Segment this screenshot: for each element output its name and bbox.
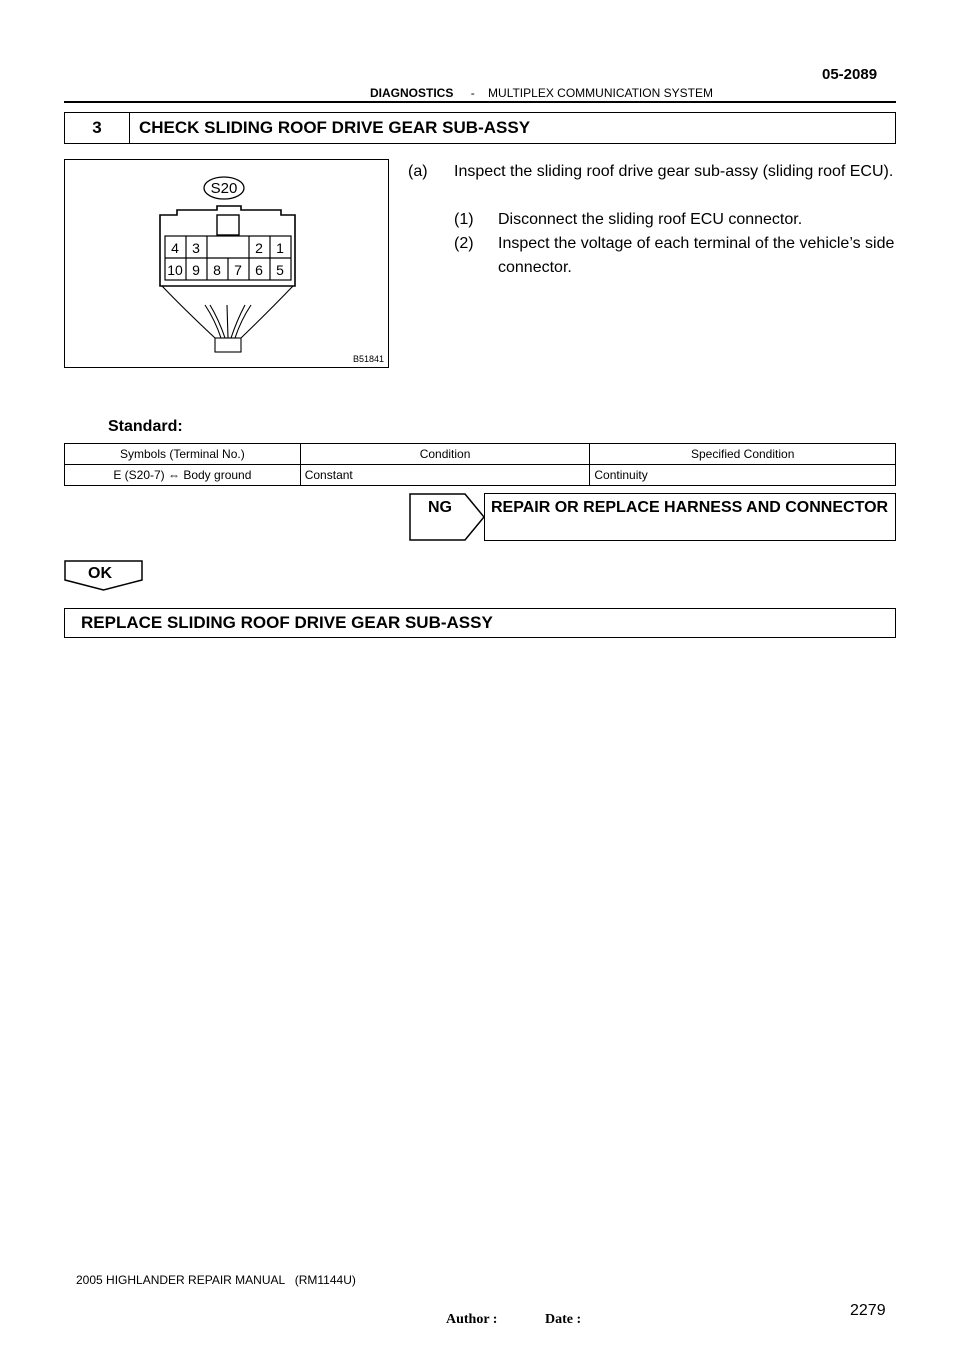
instruction-2-label: (2) [454, 235, 474, 252]
figure-id: B51841 [352, 354, 384, 364]
pin-7: 7 [234, 262, 242, 278]
header-rule [64, 101, 896, 103]
column-header: Symbols (Terminal No.) [65, 444, 301, 465]
pin-10: 10 [167, 262, 183, 278]
table-cell: Constant [300, 465, 590, 486]
section-title: DIAGNOSTICS [370, 86, 454, 100]
column-header: Condition [300, 444, 590, 465]
connector-figure [64, 159, 389, 368]
pin-grid [165, 236, 291, 280]
pin-8: 8 [213, 262, 221, 278]
pin-9: 9 [192, 262, 200, 278]
step-title: CHECK SLIDING ROOF DRIVE GEAR SUB-ASSY [139, 118, 531, 137]
pin-2: 2 [255, 240, 263, 256]
standard-label: Standard: [108, 418, 183, 435]
subsection-title: MULTIPLEX COMMUNICATION SYSTEM [488, 86, 713, 100]
ok-action-box [64, 608, 896, 638]
footer-date-label: Date : [545, 1312, 582, 1327]
pin-3: 3 [192, 240, 200, 256]
table-header-row [65, 444, 896, 465]
connector-diagram [65, 160, 388, 367]
pin-6: 6 [255, 262, 263, 278]
pin-5: 5 [276, 262, 284, 278]
footer-author-label: Author : [446, 1312, 498, 1327]
ng-action-text: REPAIR OR REPLACE HARNESS AND CONNECTOR [491, 499, 889, 516]
instruction-a-label: (a) [408, 163, 428, 180]
step-header [64, 112, 896, 144]
page-number: 05-2089 [822, 66, 878, 83]
connector-label: S20 [210, 180, 238, 197]
table-row [65, 465, 896, 486]
step-number: 3 [65, 113, 130, 143]
ok-label: OK [88, 565, 112, 582]
table-cell: E (S20-7) ⇔ Body ground [65, 465, 301, 486]
pin-4: 4 [171, 240, 179, 256]
column-header: Specified Condition [590, 444, 896, 465]
header-separator: - [470, 86, 475, 100]
footer-page-number: 2279 [850, 1302, 886, 1319]
ng-action-box [484, 493, 896, 541]
instruction-1-text: Disconnect the sliding roof ECU connector. [498, 211, 803, 228]
connector-lock [217, 215, 239, 235]
instruction-a-text: Inspect the sliding roof drive gear sub-assy (sliding roof ECU). [454, 163, 894, 180]
pin-1: 1 [276, 240, 284, 256]
section-header [370, 86, 713, 100]
footer-manual-title: 2005 HIGHLANDER REPAIR MANUAL (RM1144U) [76, 1273, 356, 1287]
instruction-1-label: (1) [454, 211, 474, 228]
spec-table [64, 443, 896, 486]
ok-action-text: REPLACE SLIDING ROOF DRIVE GEAR SUB-ASSY [81, 613, 493, 632]
instruction-2-text: Inspect the voltage of each terminal of the vehicle’s side connector. [498, 235, 895, 276]
wire-harness [162, 286, 293, 352]
table-cell: Continuity [590, 465, 896, 486]
ng-label: NG [428, 499, 452, 516]
